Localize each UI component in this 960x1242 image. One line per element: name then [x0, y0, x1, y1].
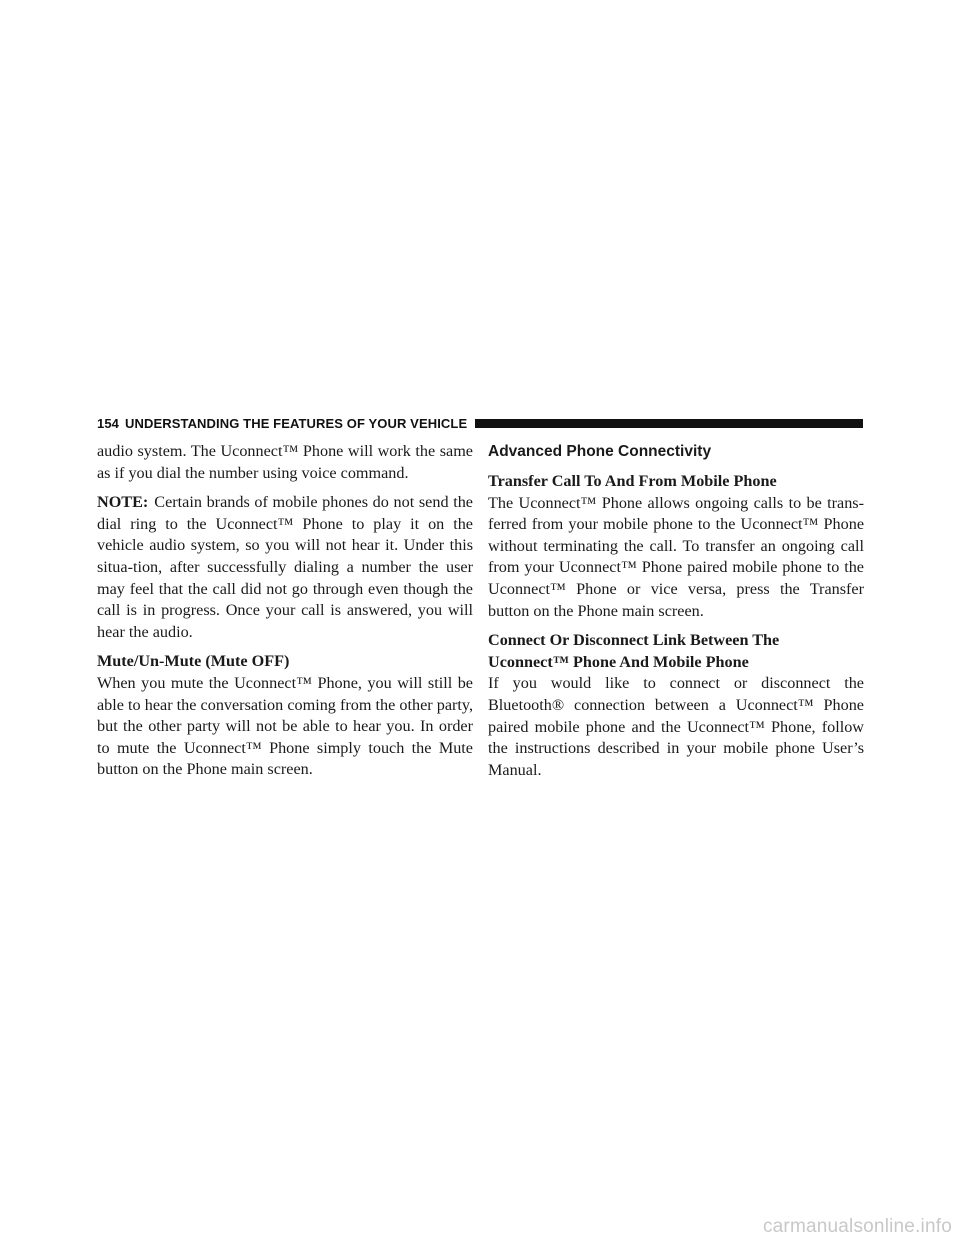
- running-section-title: UNDERSTANDING THE FEATURES OF YOUR VEHICLE: [125, 415, 468, 431]
- site-watermark: carmanualsonline.info: [762, 1216, 952, 1237]
- right-column: [488, 441, 864, 789]
- connect-disconnect-paragraph: If you would like to connect or disconnect the Bluetooth® connection between a Uconnect™ Phone paired mobile phone and the Uconnect™ Phone, follow the instructions described in your mobile phone User’s Manual.: [488, 674, 864, 779]
- transfer-call-heading: Transfer Call To And From Mobile Phone: [488, 472, 777, 490]
- page-number: 154: [97, 415, 119, 431]
- advanced-connectivity-heading: Advanced Phone Connectivity: [488, 443, 712, 460]
- note-text: Certain brands of mobile phones do not send the dial ring to the Uconnect™ Phone to play it on the vehicle audio system, so you will not hear it. Under this situa-tion, after successfully dialing a number the user may feel that the call did not go through even though the call is in progress. Once your call is answered, you will hear the audio.: [97, 493, 473, 641]
- connect-disconnect-heading: Connect Or Disconnect Link Between The Uconnect™ Phone And Mobile Phone: [488, 631, 780, 671]
- mute-paragraph: When you mute the Uconnect™ Phone, you will still be able to hear the conversation coming from the other party, but the other party will not be able to hear you. In order to mute the Uconnect™ Phone simply touch the Mute button on the Phone main screen.: [97, 673, 473, 779]
- intro-paragraph: audio system. The Uconnect™ Phone will work the same as if you dial the number using voice command.: [97, 442, 473, 482]
- mute-heading: Mute/Un-Mute (Mute OFF): [97, 652, 290, 671]
- note-label: NOTE:: [97, 493, 149, 512]
- left-column: [97, 441, 473, 789]
- header-rule: [475, 419, 863, 428]
- note-paragraph: [97, 492, 473, 643]
- page-header: [97, 415, 863, 431]
- transfer-call-paragraph: The Uconnect™ Phone allows ongoing calls to be trans-ferred from your mobile phone to the Uconnect™ Phone without terminating the call. To transfer an ongoing call from your Uconnect™ Phone paired mobile phone to the Uconnect™ Phone or vice versa, press the Transfer button on the Phone main screen.: [488, 493, 864, 620]
